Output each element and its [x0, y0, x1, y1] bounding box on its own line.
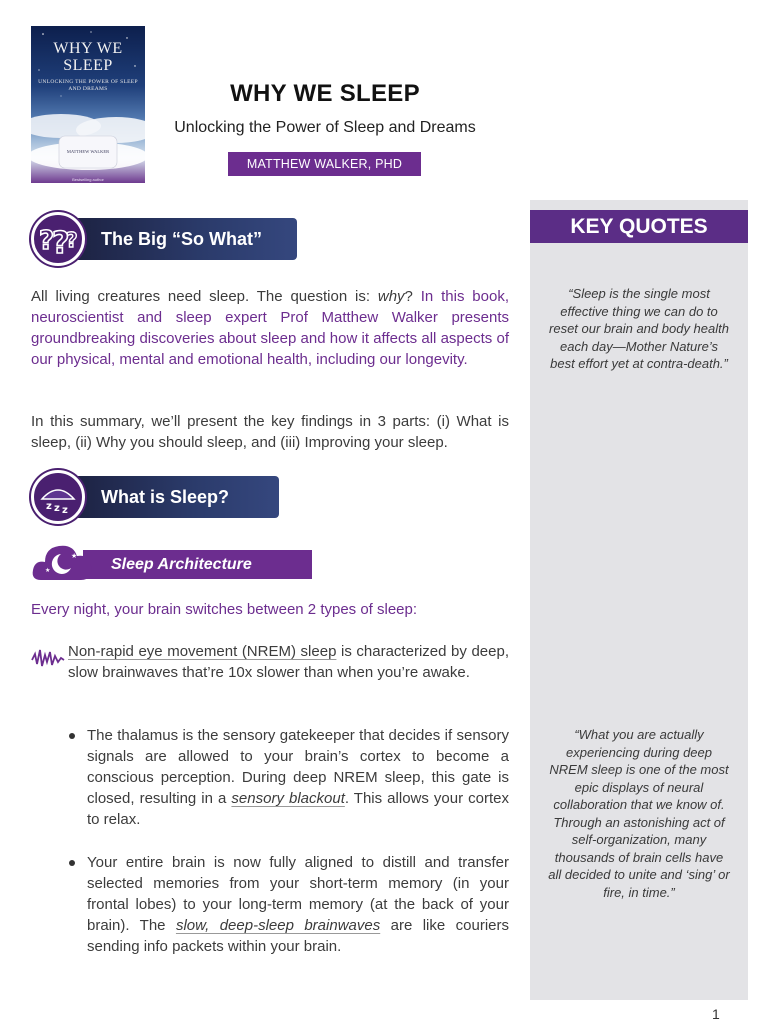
brainwaves-term: slow, deep-sleep brainwaves	[175, 917, 381, 934]
cover-subtitle: UNLOCKING THE POWER OF SLEEP AND DREAMS	[38, 79, 138, 92]
nrem-term: Non-rapid eye movement (NREM) sleep	[68, 643, 337, 660]
bullet-text: . This allows your cortex to relax.	[87, 790, 509, 828]
cover-title: WHY WE SLEEP	[53, 40, 123, 74]
quote-2: “What you are actually experiencing during deep NREM sleep is one of the most epic displays of neural collaboration that we know of. Through an astonishing act of self-organization, many thousands of brain cells have all decided to unite and ‘sing’ or fire, in time.”	[548, 727, 730, 900]
bullet-text: are like couriers sending info packets within your brain.	[87, 917, 510, 955]
subsection-heading: Sleep Architecture	[83, 550, 312, 579]
sleep-types-intro: Every night, your brain switches between 2 types of sleep:	[31, 601, 418, 618]
section-heading: The Big “So What”	[67, 218, 297, 260]
page-subtitle: Unlocking the Power of Sleep and Dreams	[174, 119, 476, 136]
sleeping-zzz-icon	[31, 470, 85, 524]
bullet-text: The thalamus is the sensory gatekeeper that decides if sensory signals are allowed to your brain’s cortex to become a conscious perception. During deep NREM sleep, this gate is closed, resulting in a	[87, 727, 509, 807]
author-badge: MATTHEW WALKER, PHD	[228, 152, 421, 176]
bullet-text: Your entire brain is now fully aligned to distill and transfer selected memories from your short-term memory (in your frontal lobes) to your long-term memory (at the back of your brain). The	[87, 854, 509, 934]
cover-footnote: Bestselling author	[72, 177, 104, 182]
bullet-thalamus	[87, 725, 509, 830]
section-heading: What is Sleep?	[67, 476, 279, 518]
intro-text-b: ?	[404, 288, 421, 305]
cover-author: MATTHEW WALKER	[66, 149, 110, 154]
sensory-blackout-term: sensory blackout	[231, 790, 345, 807]
intro-paragraph	[31, 286, 509, 370]
moon-cloud-icon	[31, 540, 95, 586]
summary-paragraph: In this summary, we’ll present the key findings in 3 parts: (i) What is sleep, (ii) Why you should sleep, and (iii) Improving your sleep.	[31, 413, 509, 451]
bullet-dot	[69, 860, 75, 866]
nrem-paragraph	[68, 641, 509, 683]
svg-text:z: z	[46, 501, 52, 512]
sidebar-heading: KEY QUOTES	[530, 210, 748, 243]
intro-why: why	[377, 288, 405, 305]
nrem-description: is characterized by deep, slow brainwaves that’re 10x slower than when you’re awake.	[68, 643, 509, 681]
intro-text-purple: In this book, neuroscientist and sleep expert Prof Matthew Walker presents groundbreaking discoveries about sleep and how it affects all aspects of our physical, mental and emotional health, including our longevity.	[31, 288, 509, 368]
svg-text:?: ?	[39, 226, 55, 256]
quote-1: “Sleep is the single most effective thing we can do to reset our brain and body health each day—Mother Nature’s best effort yet at contra-death.”	[549, 286, 729, 371]
svg-text:z: z	[62, 505, 68, 516]
book-cover	[31, 26, 145, 183]
page-number: 1	[712, 1006, 720, 1022]
intro-text-a: All living creatures need sleep. The question is:	[31, 288, 378, 305]
svg-text:★: ★	[71, 552, 78, 560]
svg-text:?: ?	[52, 226, 70, 259]
section-banner-what-is-sleep	[31, 470, 283, 524]
subsection-banner-sleep-architecture	[31, 536, 283, 586]
bullet-dot	[69, 733, 75, 739]
svg-text:?: ?	[66, 228, 78, 252]
brainwave-icon	[31, 646, 65, 670]
svg-text:z: z	[54, 503, 60, 514]
question-marks-icon	[31, 212, 85, 266]
page-title: WHY WE SLEEP	[230, 80, 420, 107]
bullet-memories	[87, 852, 509, 957]
section-banner-so-what	[31, 212, 301, 266]
svg-text:★: ★	[45, 567, 51, 574]
